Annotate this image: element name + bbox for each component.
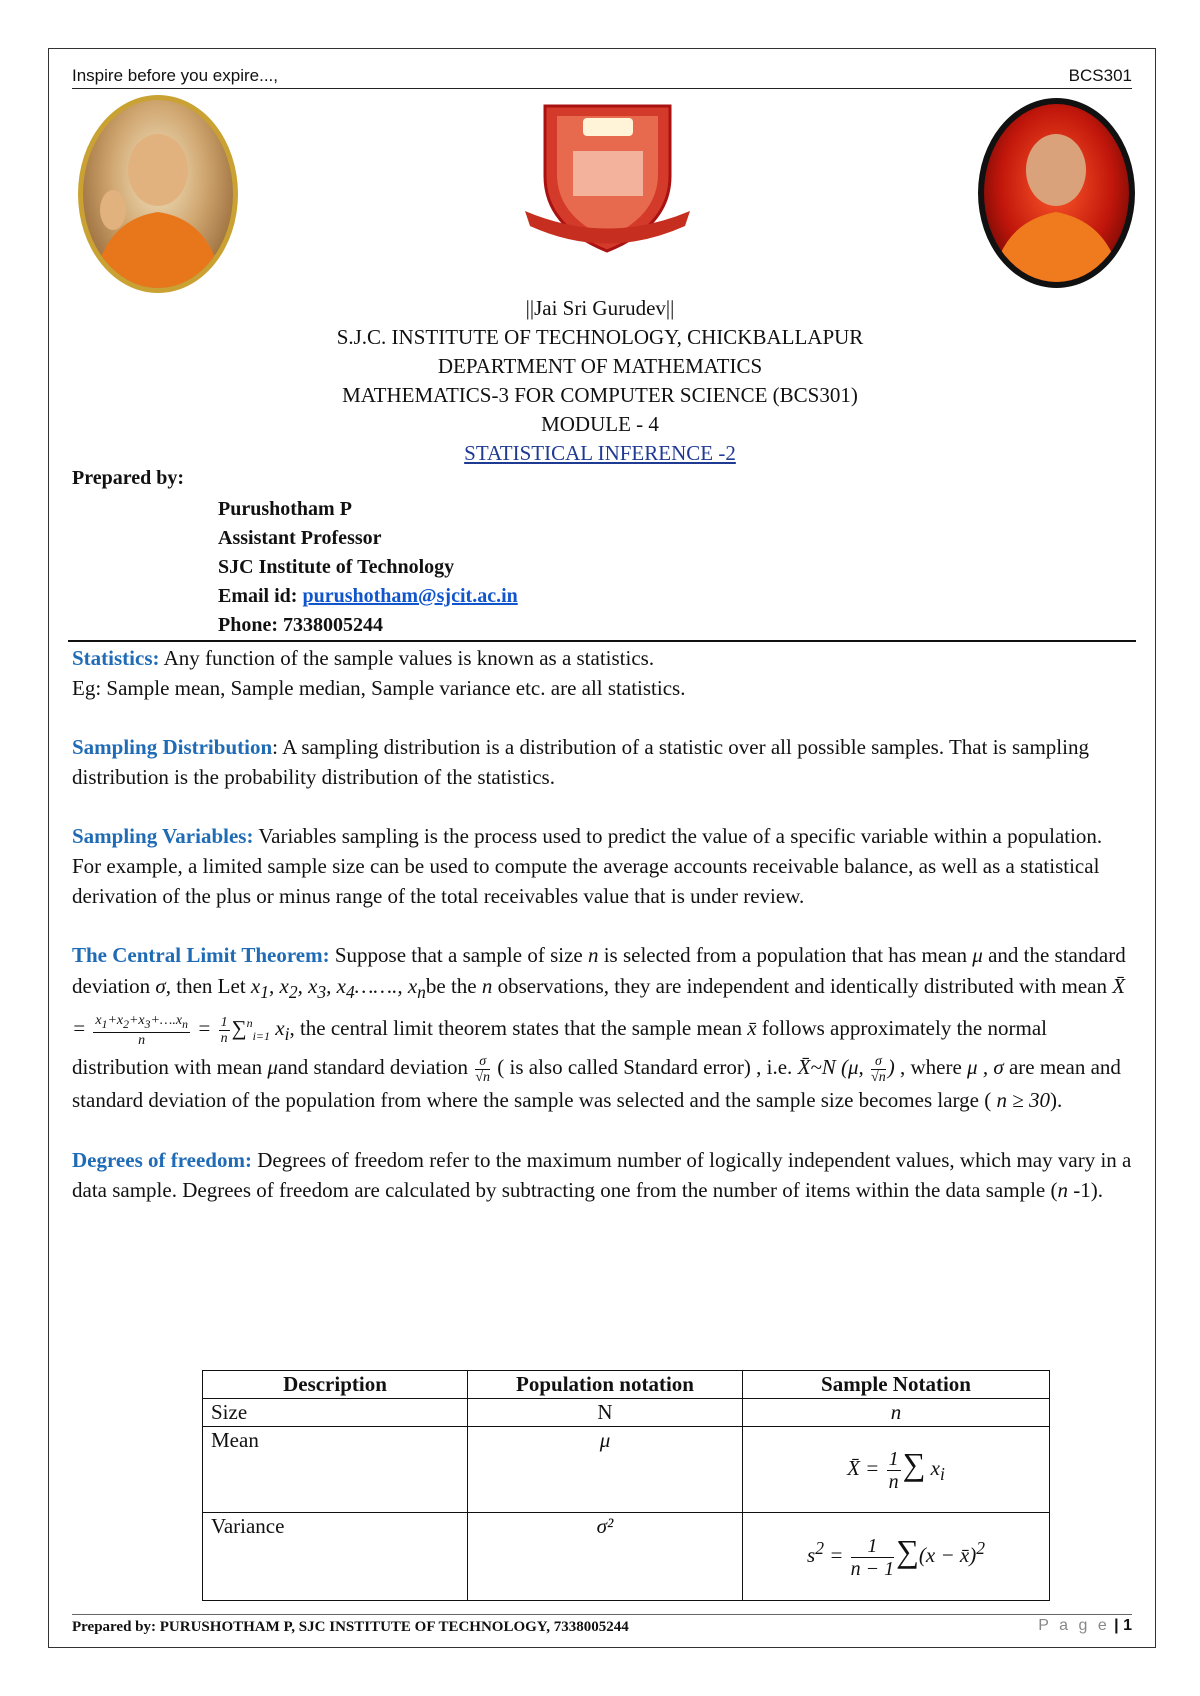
clt-text-10: ( is also called Standard error) , i.e. [497, 1055, 793, 1080]
dof-tail: -1). [1073, 1178, 1103, 1203]
email-link[interactable]: purushotham@sjcit.ac.in [302, 585, 518, 607]
sampling-distribution-text: : A sampling distribution is a distribution of a statistic over all possible samples. That is sampling distribution is the probability distribution of the statistics. [72, 735, 1089, 789]
row-size-sample: n [743, 1399, 1050, 1427]
section-divider [68, 640, 1136, 642]
table-row [203, 1399, 1050, 1427]
module-topic: STATISTICAL INFERENCE -2 [464, 441, 736, 465]
row-variance-pop: σ² [468, 1513, 743, 1601]
math-observations: $x_1$, $x_2$, $x_3$, $x_4\dots\dots$., $x_n$ [250, 974, 426, 1003]
col-header-description: Description [203, 1371, 468, 1399]
col-header-population: Population notation [468, 1371, 743, 1399]
sampling-variables-definition [72, 821, 1132, 911]
header-tagline: Inspire before you expire..., [72, 66, 279, 85]
email-label: Email id: [218, 585, 298, 607]
table-header-row [203, 1371, 1050, 1399]
institute-name: S.J.C. INSTITUTE OF TECHNOLOGY, CHICKBALLAPUR [336, 325, 864, 349]
clt-text-4: , then Let [165, 974, 246, 998]
title-block [0, 294, 1200, 468]
row-size-desc: Size [203, 1399, 468, 1427]
notation-table [202, 1370, 1050, 1601]
content-body [72, 643, 1132, 1234]
dof-definition [72, 1145, 1132, 1205]
math-n: n [587, 943, 599, 967]
clt-text-5: be the [425, 974, 477, 998]
math-n-ge-30: n ≥ 30 [996, 1088, 1050, 1113]
page-footer [72, 1614, 1132, 1637]
row-variance-sample: $s^2$ = $\frac{1}{n - 1}$ ∑(x − x̄)$^2$ [743, 1513, 1050, 1601]
sampling-variables-term: Sampling Variables: [72, 824, 254, 848]
math-normal-dist: X̄~N (μ, $\frac{\sigma}{√n}$ ) [797, 1054, 895, 1086]
row-mean-sample: X̄ = $\frac{1}{n}$ ∑ $x_i$ [743, 1427, 1050, 1513]
math-sigma: σ [155, 974, 166, 998]
author-block [218, 495, 518, 640]
row-mean-desc: Mean [203, 1427, 468, 1513]
author-phone: Phone: 7338005244 [218, 614, 383, 636]
sjcit-logo [525, 96, 690, 256]
module: MODULE - 4 [541, 412, 659, 436]
sampling-distribution-definition [72, 732, 1132, 792]
clt-definition [72, 940, 1132, 1116]
left-portrait [78, 95, 238, 293]
page-header [72, 66, 1132, 89]
clt-text-8: follows approximately the normal distribution with mean [72, 1016, 1047, 1080]
author-role: Assistant Professor [218, 527, 382, 549]
dof-text: Degrees of freedom refer to the maximum number of logically independent values, which may vary in a data sample. Degrees of freedom are calculated by subtracting one from the number of items within the data sample ( [72, 1148, 1132, 1203]
math-mean-formula: X̄ = $\frac{x_1+x_2+x_3+\dots.x_n}{n}$ = $\frac{1}{n}$ ∑$^n_{i=1}$ $x_i$ [72, 974, 1126, 1048]
row-variance-desc: Variance [203, 1513, 468, 1601]
invocation: ||Jai Sri Gurudev|| [525, 296, 675, 320]
clt-text-12: are mean and standard deviation of the population from where the sample was selected and the sample size becomes large ( [72, 1055, 1121, 1113]
col-header-sample: Sample Notation [743, 1371, 1050, 1399]
clt-text-3: and the standard deviation [72, 943, 1126, 998]
math-n-3: n [1057, 1178, 1068, 1203]
sampling-distribution-term: Sampling Distribution [72, 735, 273, 759]
clt-text-7: , the central limit theorem states that the sample mean [289, 1016, 742, 1041]
course-title: MATHEMATICS-3 FOR COMPUTER SCIENCE (BCS301) [342, 383, 858, 407]
math-mu-sigma: μ , σ [967, 1055, 1004, 1080]
author-email-row [218, 582, 518, 611]
clt-text-11: , where [899, 1055, 962, 1080]
clt-text-1: Suppose that a sample of size [334, 943, 583, 967]
author-name: Purushotham P [218, 498, 352, 520]
page-number [1038, 1617, 1132, 1635]
statistics-text: Any function of the sample values is known as a statistics. [163, 646, 655, 670]
footer-prepared-by: Prepared by: PURUSHOTHAM P, SJC INSTITUTE OF TECHNOLOGY, 7338005244 [72, 1619, 629, 1635]
author-institute: SJC Institute of Technology [218, 556, 455, 578]
header-code: BCS301 [1068, 66, 1132, 85]
row-size-pop: N [468, 1399, 743, 1427]
prepared-by-label: Prepared by: [72, 467, 185, 489]
page-num: | 1 [1114, 1617, 1132, 1634]
statistics-term: Statistics: [72, 646, 160, 670]
right-portrait [978, 98, 1135, 288]
math-std-error: $\frac{\sigma}{√n}$ [475, 1054, 490, 1086]
department: DEPARTMENT OF MATHEMATICS [437, 354, 763, 378]
math-mu: μ [972, 943, 983, 967]
clt-text-13: ). [1050, 1088, 1063, 1113]
math-n-2: n [481, 974, 493, 998]
clt-text-6: observations, they are independent and identically distributed with mean [497, 974, 1108, 998]
clt-text-2: is selected from a population that has mean [603, 943, 968, 967]
page-word: P a g e [1038, 1617, 1110, 1634]
sampling-variables-text: Variables sampling is the process used to predict the value of a specific variable within a population. For example, a limited sample size can be used to compute the average accounts receivable balance, as well as a statistical derivation of the plus or minus range of the total receivables value that is under review. [72, 824, 1103, 908]
row-mean-pop: μ [468, 1427, 743, 1513]
table-row [203, 1513, 1050, 1601]
statistics-definition [72, 643, 1132, 703]
clt-text-9: and standard deviation [277, 1055, 469, 1080]
math-xbar: x̄ [747, 1016, 757, 1041]
math-mu-2: μ [267, 1055, 278, 1080]
statistics-example: Eg: Sample mean, Sample median, Sample variance etc. are all statistics. [72, 676, 686, 700]
table-row [203, 1427, 1050, 1513]
dof-term: Degrees of freedom: [72, 1148, 252, 1173]
clt-term: The Central Limit Theorem: [72, 943, 330, 967]
